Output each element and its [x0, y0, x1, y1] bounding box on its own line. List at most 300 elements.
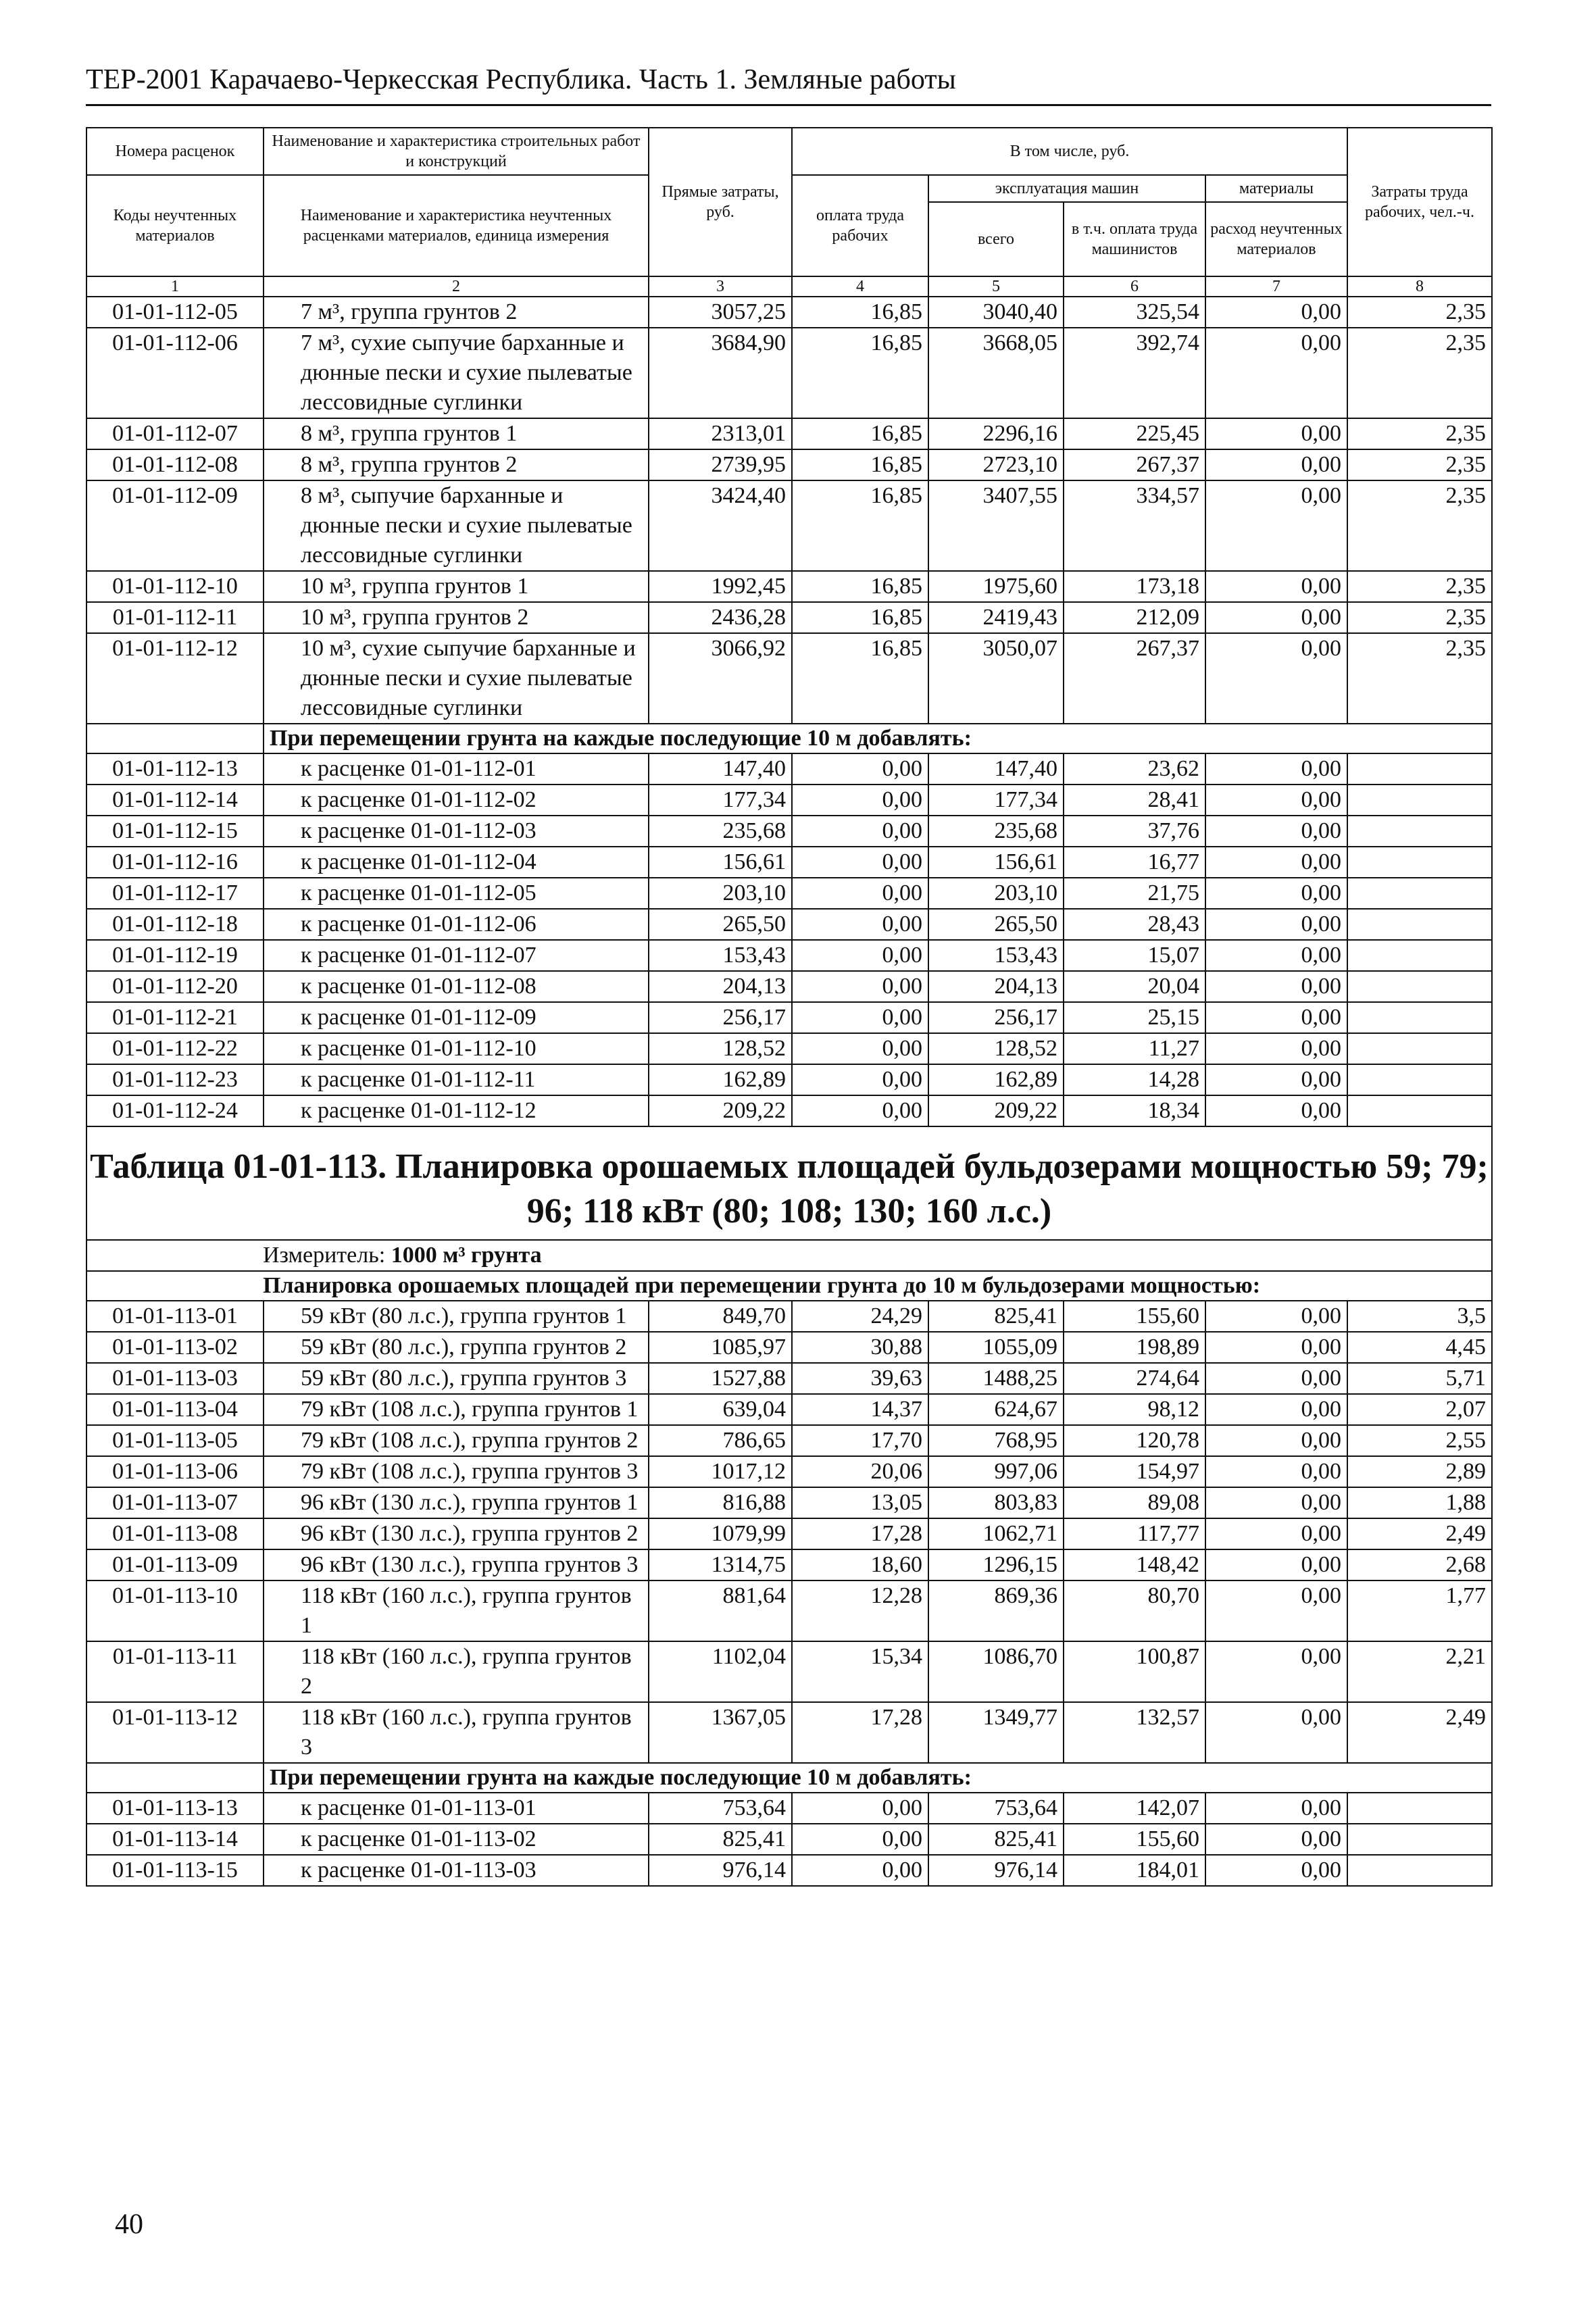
work-description: 10 м³, группа грунтов 2 — [264, 602, 649, 633]
value-cell: 2419,43 — [928, 602, 1064, 633]
rate-code: 01-01-113-01 — [86, 1301, 264, 1332]
value-cell — [1347, 816, 1492, 847]
value-cell: 89,08 — [1064, 1487, 1205, 1518]
note-spacer — [86, 1763, 264, 1793]
value-cell: 18,60 — [792, 1549, 928, 1580]
value-cell: 148,42 — [1064, 1549, 1205, 1580]
value-cell: 162,89 — [928, 1064, 1064, 1095]
value-cell: 1085,97 — [649, 1332, 792, 1363]
table-row — [86, 847, 1492, 878]
table-row — [86, 1549, 1492, 1580]
value-cell: 2,55 — [1347, 1425, 1492, 1456]
value-cell: 0,00 — [792, 878, 928, 909]
work-description: к расценке 01-01-113-01 — [264, 1793, 649, 1824]
column-number: 3 — [649, 276, 792, 297]
work-description: 10 м³, группа грунтов 1 — [264, 571, 649, 602]
value-cell: 212,09 — [1064, 602, 1205, 633]
value-cell: 155,60 — [1064, 1824, 1205, 1855]
table-row — [86, 449, 1492, 480]
value-cell: 2,49 — [1347, 1518, 1492, 1549]
value-cell: 0,00 — [1205, 1425, 1347, 1456]
work-description: 118 кВт (160 л.с.), группа грунтов 3 — [264, 1702, 649, 1763]
value-cell — [1347, 940, 1492, 971]
value-cell: 976,14 — [928, 1855, 1064, 1886]
value-cell: 2,21 — [1347, 1641, 1492, 1702]
value-cell: 209,22 — [649, 1095, 792, 1126]
value-cell: 1349,77 — [928, 1702, 1064, 1763]
value-cell: 0,00 — [1205, 633, 1347, 724]
table-row — [86, 785, 1492, 816]
value-cell: 20,06 — [792, 1456, 928, 1487]
value-cell: 881,64 — [649, 1580, 792, 1641]
table-row — [86, 1824, 1492, 1855]
subhead-text: Планировка орошаемых площадей при перемещении грунта до 10 м бульдозерами мощностью: — [86, 1271, 1492, 1301]
value-cell: 0,00 — [1205, 753, 1347, 785]
value-cell: 1,77 — [1347, 1580, 1492, 1641]
value-cell: 0,00 — [792, 971, 928, 1002]
value-cell: 15,07 — [1064, 940, 1205, 971]
work-description: к расценке 01-01-112-01 — [264, 753, 649, 785]
work-description: 7 м³, группа грунтов 2 — [264, 297, 649, 328]
value-cell: 23,62 — [1064, 753, 1205, 785]
value-cell: 0,00 — [1205, 1641, 1347, 1702]
note-spacer — [86, 724, 264, 753]
value-cell: 147,40 — [649, 753, 792, 785]
value-cell: 2,35 — [1347, 328, 1492, 418]
value-cell: 0,00 — [1205, 909, 1347, 940]
work-description: 96 кВт (130 л.с.), группа грунтов 2 — [264, 1518, 649, 1549]
work-description: к расценке 01-01-112-09 — [264, 1002, 649, 1033]
header-codes-bottom: Коды неучтенных материалов — [86, 175, 264, 276]
table-row — [86, 1002, 1492, 1033]
value-cell: 0,00 — [792, 1033, 928, 1064]
value-cell: 849,70 — [649, 1301, 792, 1332]
rate-code: 01-01-113-07 — [86, 1487, 264, 1518]
work-description: 79 кВт (108 л.с.), группа грунтов 2 — [264, 1425, 649, 1456]
table-body — [86, 276, 1492, 1886]
work-description: к расценке 01-01-112-04 — [264, 847, 649, 878]
value-cell: 20,04 — [1064, 971, 1205, 1002]
table-row — [86, 1332, 1492, 1363]
rate-code: 01-01-112-24 — [86, 1095, 264, 1126]
value-cell: 28,41 — [1064, 785, 1205, 816]
value-cell: 1086,70 — [928, 1641, 1064, 1702]
rate-code: 01-01-113-03 — [86, 1363, 264, 1394]
work-description: к расценке 01-01-113-02 — [264, 1824, 649, 1855]
table-row — [86, 1394, 1492, 1425]
value-cell: 825,41 — [649, 1824, 792, 1855]
work-description: 118 кВт (160 л.с.), группа грунтов 1 — [264, 1580, 649, 1641]
work-description: 59 кВт (80 л.с.), группа грунтов 2 — [264, 1332, 649, 1363]
value-cell: 0,00 — [1205, 571, 1347, 602]
table-row — [86, 633, 1492, 724]
value-cell: 1527,88 — [649, 1363, 792, 1394]
column-number: 7 — [1205, 276, 1347, 297]
value-cell: 128,52 — [649, 1033, 792, 1064]
rate-code: 01-01-112-16 — [86, 847, 264, 878]
value-cell: 0,00 — [1205, 1793, 1347, 1824]
value-cell: 225,45 — [1064, 418, 1205, 449]
table-113-title-row — [86, 1126, 1492, 1240]
value-cell: 100,87 — [1064, 1641, 1205, 1702]
value-cell: 2,35 — [1347, 297, 1492, 328]
table-113-title: Таблица 01-01-113. Планировка орошаемых площадей бульдозерами мощностью 59; 79; 96; 118 кВт (80; 108; 130; 160 л.с.) — [86, 1126, 1492, 1240]
rate-code: 01-01-112-23 — [86, 1064, 264, 1095]
value-cell: 173,18 — [1064, 571, 1205, 602]
value-cell: 203,10 — [928, 878, 1064, 909]
value-cell — [1347, 878, 1492, 909]
header-including: В том числе, руб. — [792, 128, 1347, 175]
value-cell: 0,00 — [1205, 1580, 1347, 1641]
work-description: 79 кВт (108 л.с.), группа грунтов 1 — [264, 1394, 649, 1425]
value-cell: 825,41 — [928, 1301, 1064, 1332]
rate-code: 01-01-112-07 — [86, 418, 264, 449]
value-cell: 624,67 — [928, 1394, 1064, 1425]
value-cell: 1,88 — [1347, 1487, 1492, 1518]
value-cell: 0,00 — [1205, 418, 1347, 449]
value-cell — [1347, 1095, 1492, 1126]
value-cell: 265,50 — [649, 909, 792, 940]
value-cell: 0,00 — [1205, 1033, 1347, 1064]
header-worker-pay: оплата труда рабочих — [792, 175, 928, 276]
value-cell: 1296,15 — [928, 1549, 1064, 1580]
value-cell: 0,00 — [1205, 480, 1347, 571]
work-description: 7 м³, сухие сыпучие барханные и дюнные пески и сухие пылеватые лессовидные суглинки — [264, 328, 649, 418]
value-cell: 0,00 — [1205, 878, 1347, 909]
value-cell: 0,00 — [792, 1793, 928, 1824]
value-cell: 0,00 — [792, 816, 928, 847]
table-row — [86, 753, 1492, 785]
value-cell: 16,85 — [792, 602, 928, 633]
value-cell — [1347, 1824, 1492, 1855]
rate-code: 01-01-113-05 — [86, 1425, 264, 1456]
value-cell: 28,43 — [1064, 909, 1205, 940]
work-description: к расценке 01-01-112-05 — [264, 878, 649, 909]
rate-code: 01-01-113-11 — [86, 1641, 264, 1702]
rate-code: 01-01-112-18 — [86, 909, 264, 940]
value-cell: 392,74 — [1064, 328, 1205, 418]
work-description: к расценке 01-01-112-07 — [264, 940, 649, 971]
value-cell: 0,00 — [792, 753, 928, 785]
rate-code: 01-01-113-10 — [86, 1580, 264, 1641]
table-row — [86, 571, 1492, 602]
value-cell: 869,36 — [928, 1580, 1064, 1641]
value-cell: 0,00 — [1205, 816, 1347, 847]
table-row — [86, 297, 1492, 328]
value-cell — [1347, 753, 1492, 785]
value-cell: 0,00 — [1205, 1855, 1347, 1886]
rate-code: 01-01-112-13 — [86, 753, 264, 785]
rate-code: 01-01-112-20 — [86, 971, 264, 1002]
value-cell: 1975,60 — [928, 571, 1064, 602]
value-cell: 256,17 — [649, 1002, 792, 1033]
value-cell: 0,00 — [792, 785, 928, 816]
table-row — [86, 1363, 1492, 1394]
rate-code: 01-01-113-12 — [86, 1702, 264, 1763]
value-cell: 156,61 — [928, 847, 1064, 878]
value-cell: 162,89 — [649, 1064, 792, 1095]
value-cell: 325,54 — [1064, 297, 1205, 328]
value-cell: 13,05 — [792, 1487, 928, 1518]
value-cell: 1102,04 — [649, 1641, 792, 1702]
column-number: 6 — [1064, 276, 1205, 297]
value-cell: 16,85 — [792, 633, 928, 724]
value-cell: 154,97 — [1064, 1456, 1205, 1487]
value-cell: 209,22 — [928, 1095, 1064, 1126]
value-cell: 142,07 — [1064, 1793, 1205, 1824]
work-description: 8 м³, группа грунтов 2 — [264, 449, 649, 480]
value-cell: 80,70 — [1064, 1580, 1205, 1641]
rate-code: 01-01-112-05 — [86, 297, 264, 328]
value-cell: 0,00 — [792, 909, 928, 940]
value-cell — [1347, 971, 1492, 1002]
value-cell: 98,12 — [1064, 1394, 1205, 1425]
rate-code: 01-01-113-02 — [86, 1332, 264, 1363]
work-description: к расценке 01-01-112-08 — [264, 971, 649, 1002]
measure-unit — [86, 1240, 1492, 1271]
work-description: к расценке 01-01-112-10 — [264, 1033, 649, 1064]
table-row — [86, 1641, 1492, 1702]
value-cell: 14,37 — [792, 1394, 928, 1425]
table-row — [86, 1095, 1492, 1126]
value-cell: 1062,71 — [928, 1518, 1064, 1549]
value-cell: 16,85 — [792, 449, 928, 480]
value-cell: 0,00 — [1205, 1824, 1347, 1855]
value-cell: 132,57 — [1064, 1702, 1205, 1763]
value-cell: 0,00 — [792, 847, 928, 878]
table-row — [86, 1033, 1492, 1064]
header-machines: эксплуатация машин — [928, 175, 1205, 202]
measure-label: Измеритель: — [263, 1243, 386, 1268]
value-cell: 198,89 — [1064, 1332, 1205, 1363]
header-materials: материалы — [1205, 175, 1347, 202]
value-cell: 117,77 — [1064, 1518, 1205, 1549]
value-cell: 16,85 — [792, 480, 928, 571]
value-cell: 2436,28 — [649, 602, 792, 633]
value-cell: 2,49 — [1347, 1702, 1492, 1763]
value-cell — [1347, 1855, 1492, 1886]
header-labor-costs: Затраты труда рабочих, чел.-ч. — [1347, 128, 1492, 276]
rate-code: 01-01-113-09 — [86, 1549, 264, 1580]
value-cell: 204,13 — [928, 971, 1064, 1002]
value-cell: 0,00 — [792, 1064, 928, 1095]
column-number: 1 — [86, 276, 264, 297]
value-cell — [1347, 909, 1492, 940]
value-cell: 17,28 — [792, 1518, 928, 1549]
value-cell: 2296,16 — [928, 418, 1064, 449]
value-cell — [1347, 847, 1492, 878]
value-cell: 753,64 — [649, 1793, 792, 1824]
value-cell: 2,35 — [1347, 602, 1492, 633]
value-cell: 0,00 — [1205, 1301, 1347, 1332]
table-row — [86, 1301, 1492, 1332]
value-cell: 16,85 — [792, 418, 928, 449]
note-row — [86, 724, 1492, 753]
value-cell: 0,00 — [1205, 1363, 1347, 1394]
value-cell: 0,00 — [1205, 1549, 1347, 1580]
value-cell — [1347, 1064, 1492, 1095]
rate-code: 01-01-112-12 — [86, 633, 264, 724]
value-cell: 1367,05 — [649, 1702, 792, 1763]
work-description: 59 кВт (80 л.с.), группа грунтов 1 — [264, 1301, 649, 1332]
value-cell: 16,85 — [792, 571, 928, 602]
value-cell: 235,68 — [649, 816, 792, 847]
value-cell: 1055,09 — [928, 1332, 1064, 1363]
value-cell: 803,83 — [928, 1487, 1064, 1518]
value-cell: 3668,05 — [928, 328, 1064, 418]
column-number: 4 — [792, 276, 928, 297]
table-row — [86, 1793, 1492, 1824]
value-cell: 1314,75 — [649, 1549, 792, 1580]
value-cell: 768,95 — [928, 1425, 1064, 1456]
column-number: 5 — [928, 276, 1064, 297]
table-row — [86, 1487, 1492, 1518]
value-cell: 753,64 — [928, 1793, 1064, 1824]
value-cell: 4,45 — [1347, 1332, 1492, 1363]
rate-code: 01-01-112-08 — [86, 449, 264, 480]
value-cell — [1347, 785, 1492, 816]
table-row — [86, 1518, 1492, 1549]
table-row — [86, 328, 1492, 418]
value-cell: 639,04 — [649, 1394, 792, 1425]
work-description: 8 м³, группа грунтов 1 — [264, 418, 649, 449]
value-cell: 16,85 — [792, 328, 928, 418]
value-cell: 267,37 — [1064, 633, 1205, 724]
work-description: 96 кВт (130 л.с.), группа грунтов 1 — [264, 1487, 649, 1518]
value-cell: 2,68 — [1347, 1549, 1492, 1580]
column-number: 8 — [1347, 276, 1492, 297]
value-cell: 3424,40 — [649, 480, 792, 571]
value-cell: 2313,01 — [649, 418, 792, 449]
value-cell: 204,13 — [649, 971, 792, 1002]
value-cell: 16,85 — [792, 297, 928, 328]
rate-code: 01-01-112-06 — [86, 328, 264, 418]
value-cell: 11,27 — [1064, 1033, 1205, 1064]
measure-row — [86, 1240, 1492, 1271]
header-material-use: расход неучтенных материалов — [1205, 202, 1347, 276]
value-cell: 235,68 — [928, 816, 1064, 847]
rate-code: 01-01-113-13 — [86, 1793, 264, 1824]
page-number: 40 — [115, 2209, 143, 2240]
value-cell: 0,00 — [792, 1855, 928, 1886]
value-cell: 0,00 — [1205, 1095, 1347, 1126]
value-cell: 177,34 — [649, 785, 792, 816]
value-cell: 2,07 — [1347, 1394, 1492, 1425]
column-numbers-row — [86, 276, 1492, 297]
value-cell: 1079,99 — [649, 1518, 792, 1549]
rate-code: 01-01-112-10 — [86, 571, 264, 602]
value-cell: 16,77 — [1064, 847, 1205, 878]
value-cell: 147,40 — [928, 753, 1064, 785]
work-description: к расценке 01-01-112-03 — [264, 816, 649, 847]
table-row — [86, 816, 1492, 847]
value-cell: 203,10 — [649, 878, 792, 909]
value-cell: 120,78 — [1064, 1425, 1205, 1456]
rate-code: 01-01-113-15 — [86, 1855, 264, 1886]
value-cell: 3050,07 — [928, 633, 1064, 724]
value-cell: 274,64 — [1064, 1363, 1205, 1394]
value-cell: 0,00 — [792, 1002, 928, 1033]
table-row — [86, 940, 1492, 971]
table-row — [86, 878, 1492, 909]
value-cell: 0,00 — [1205, 1002, 1347, 1033]
value-cell: 0,00 — [1205, 1487, 1347, 1518]
value-cell: 39,63 — [792, 1363, 928, 1394]
value-cell: 2,35 — [1347, 449, 1492, 480]
value-cell: 177,34 — [928, 785, 1064, 816]
value-cell: 37,76 — [1064, 816, 1205, 847]
work-description: 8 м³, сыпучие барханные и дюнные пески и сухие пылеватые лессовидные суглинки — [264, 480, 649, 571]
rate-code: 01-01-113-14 — [86, 1824, 264, 1855]
header-machinist-pay: в т.ч. оплата труда машинистов — [1064, 202, 1205, 276]
value-cell: 153,43 — [928, 940, 1064, 971]
value-cell: 0,00 — [1205, 940, 1347, 971]
value-cell: 2739,95 — [649, 449, 792, 480]
value-cell: 155,60 — [1064, 1301, 1205, 1332]
value-cell: 334,57 — [1064, 480, 1205, 571]
value-cell: 3066,92 — [649, 633, 792, 724]
value-cell: 2723,10 — [928, 449, 1064, 480]
value-cell — [1347, 1002, 1492, 1033]
work-description: 118 кВт (160 л.с.), группа грунтов 2 — [264, 1641, 649, 1702]
table-row — [86, 1456, 1492, 1487]
value-cell: 0,00 — [792, 1095, 928, 1126]
work-description: 96 кВт (130 л.с.), группа грунтов 3 — [264, 1549, 649, 1580]
work-description: к расценке 01-01-112-12 — [264, 1095, 649, 1126]
table-row — [86, 602, 1492, 633]
value-cell: 0,00 — [1205, 1064, 1347, 1095]
value-cell: 25,15 — [1064, 1002, 1205, 1033]
value-cell: 256,17 — [928, 1002, 1064, 1033]
note-text: При перемещении грунта на каждые последующие 10 м добавлять: — [264, 724, 1492, 753]
table-row — [86, 1064, 1492, 1095]
value-cell: 267,37 — [1064, 449, 1205, 480]
table-row — [86, 909, 1492, 940]
value-cell: 0,00 — [1205, 1332, 1347, 1363]
rate-code: 01-01-113-06 — [86, 1456, 264, 1487]
header-names-bottom: Наименование и характеристика неучтенных расценками материалов, единица измерения — [264, 175, 649, 276]
measure-value: 1000 м³ грунта — [391, 1243, 542, 1268]
column-number: 2 — [264, 276, 649, 297]
value-cell: 1992,45 — [649, 571, 792, 602]
value-cell: 2,35 — [1347, 633, 1492, 724]
value-cell: 24,29 — [792, 1301, 928, 1332]
note-text: При перемещении грунта на каждые последующие 10 м добавлять: — [264, 1763, 1492, 1793]
table-row — [86, 480, 1492, 571]
subhead-row — [86, 1271, 1492, 1301]
value-cell: 2,89 — [1347, 1456, 1492, 1487]
value-cell: 0,00 — [1205, 449, 1347, 480]
value-cell: 825,41 — [928, 1824, 1064, 1855]
page-header: ТЕР-2001 Карачаево-Черкесская Республика. Часть 1. Земляные работы — [86, 62, 1491, 106]
value-cell: 3,5 — [1347, 1301, 1492, 1332]
value-cell: 2,35 — [1347, 480, 1492, 571]
value-cell: 786,65 — [649, 1425, 792, 1456]
value-cell: 30,88 — [792, 1332, 928, 1363]
rate-code: 01-01-112-14 — [86, 785, 264, 816]
value-cell: 3407,55 — [928, 480, 1064, 571]
value-cell: 3040,40 — [928, 297, 1064, 328]
value-cell: 5,71 — [1347, 1363, 1492, 1394]
value-cell: 2,35 — [1347, 418, 1492, 449]
value-cell: 153,43 — [649, 940, 792, 971]
value-cell: 17,70 — [792, 1425, 928, 1456]
price-table — [86, 127, 1493, 1887]
value-cell: 17,28 — [792, 1702, 928, 1763]
value-cell: 0,00 — [1205, 602, 1347, 633]
work-description: 79 кВт (108 л.с.), группа грунтов 3 — [264, 1456, 649, 1487]
table-row — [86, 418, 1492, 449]
